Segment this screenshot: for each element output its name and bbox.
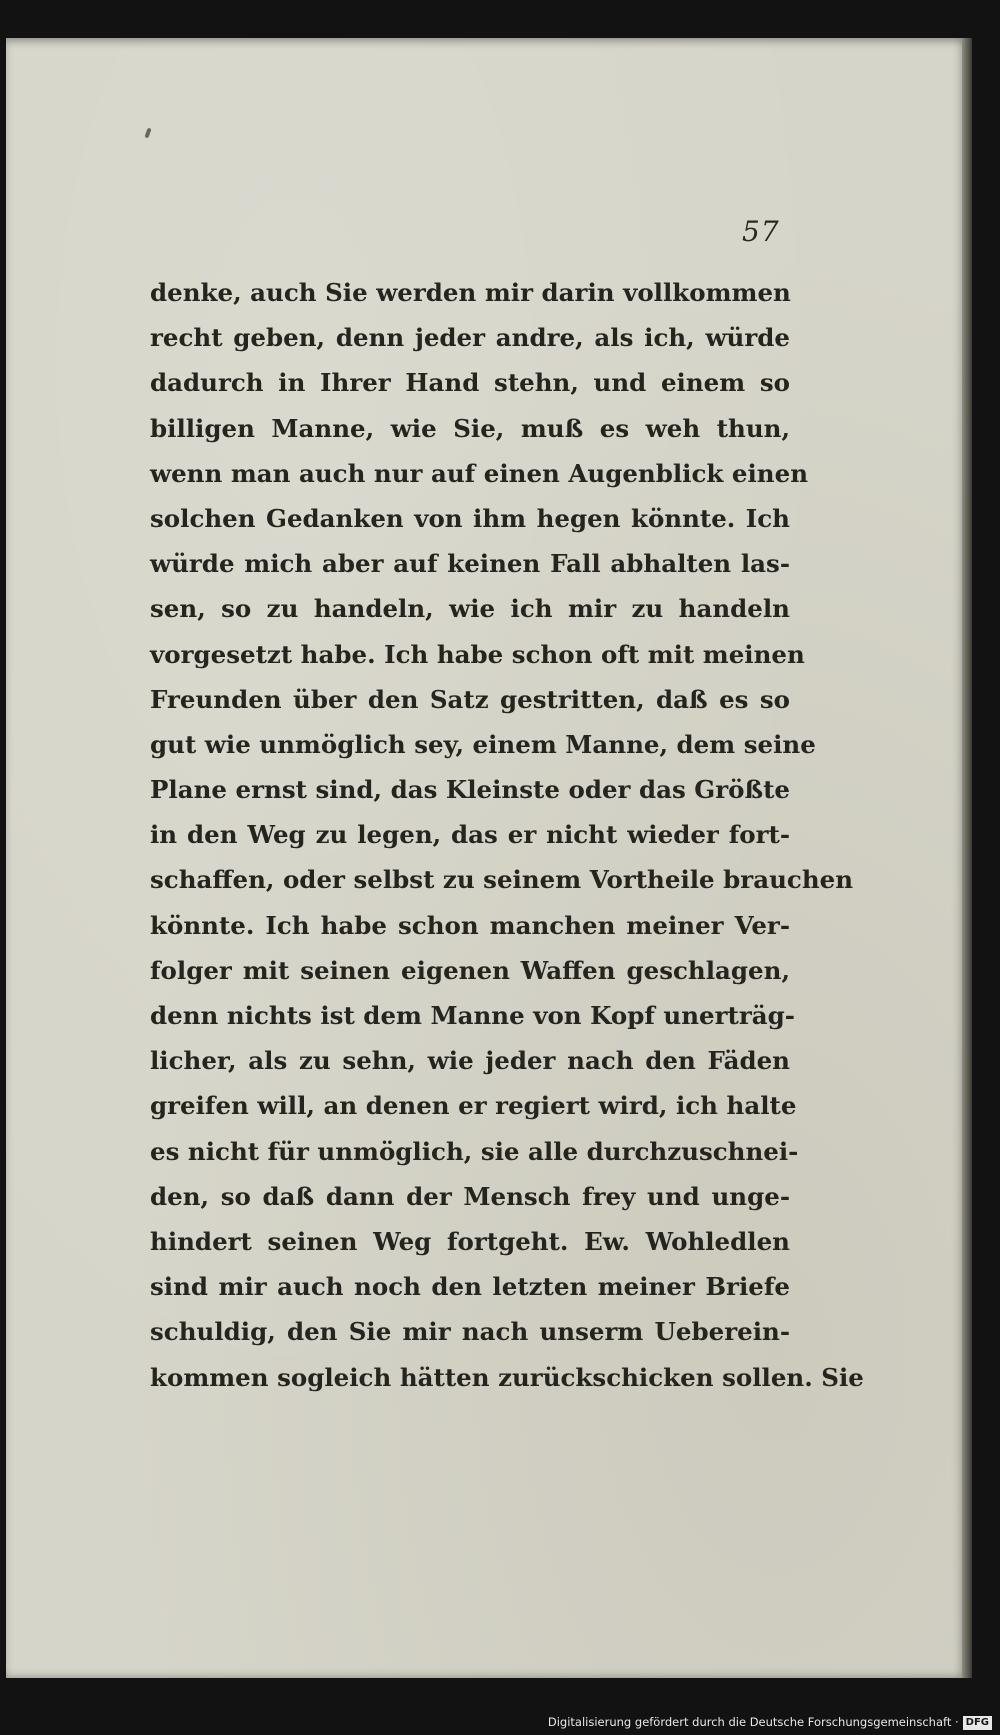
body-text xyxy=(150,270,864,1400)
text-line: sind mir auch noch den letzten meiner Briefe xyxy=(150,1272,790,1302)
text-line: greifen will, an denen er regiert wird, ich halte xyxy=(150,1091,797,1121)
text-line: Plane ernst sind, das Kleinste oder das Größte xyxy=(150,775,790,805)
text-line: solchen Gedanken von ihm hegen könnte. Ich xyxy=(150,503,790,533)
text-line: wenn man auch nur auf einen Augenblick einen xyxy=(150,458,809,488)
text-line: denn nichts ist dem Manne von Kopf unerträg- xyxy=(150,1001,795,1030)
text-line: hindert seinen Weg fortgeht. Ew. Wohledlen xyxy=(150,1226,790,1256)
credit-text: Digitalisierung gefördert durch die Deutsche Forschungsgemeinschaft · xyxy=(547,1715,959,1729)
text-line: denke, auch Sie werden mir darin vollkommen xyxy=(150,278,791,307)
text-line: könnte. Ich habe schon manchen meiner Ver- xyxy=(150,910,790,940)
text-line: sen, so zu handeln, wie ich mir zu handeln xyxy=(150,594,790,624)
text-line: Freunden über den Satz gestritten, daß es so xyxy=(150,684,790,714)
text-line: folger mit seinen eigenen Waffen geschlagen, xyxy=(150,955,790,985)
digitization-credit xyxy=(548,1711,992,1733)
text-line: recht geben, denn jeder andre, als ich, würde xyxy=(150,323,790,353)
text-line: licher, als zu sehn, wie jeder nach den Fäden xyxy=(150,1046,790,1076)
text-line: es nicht für unmöglich, sie alle durchzuschnei- xyxy=(150,1136,799,1166)
text-line: dadurch in Ihrer Hand stehn, und einem so xyxy=(150,368,790,398)
text-line: gut wie unmöglich sey, einem Manne, dem seine xyxy=(150,729,816,759)
text-line: schuldig, den Sie mir nach unserm Ueberein- xyxy=(150,1317,790,1347)
text-line: vorgesetzt habe. Ich habe schon oft mit meinen xyxy=(150,639,805,669)
ink-mark xyxy=(144,128,151,139)
text-line: würde mich aber auf keinen Fall abhalten las- xyxy=(150,549,790,579)
text-line: schaffen, oder selbst zu seinem Vortheile brauchen xyxy=(150,865,854,895)
page-number: 57 xyxy=(742,215,780,248)
dfg-logo: DFG xyxy=(963,1716,992,1730)
text-line: billigen Manne, wie Sie, muß es weh thun, xyxy=(150,413,790,443)
page-edge xyxy=(962,38,972,1678)
text-line: den, so daß dann der Mensch frey und unge- xyxy=(150,1181,790,1211)
text-line: kommen sogleich hätten zurückschicken sollen. Sie xyxy=(150,1362,864,1392)
text-line: in den Weg zu legen, das er nicht wieder fort- xyxy=(150,820,790,850)
